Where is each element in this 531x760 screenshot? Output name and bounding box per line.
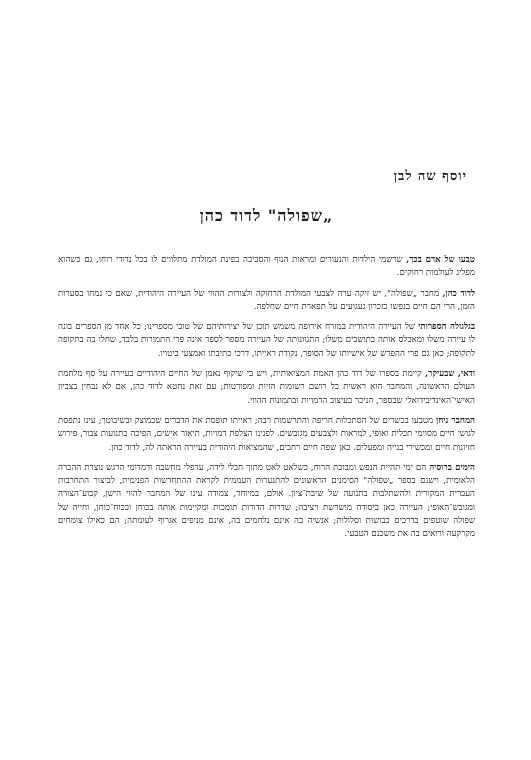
paragraph: [58, 254, 475, 281]
paragraph-lead: המחבר ניחן: [436, 415, 475, 426]
paragraph-lead: לדוד כהן,: [442, 288, 475, 299]
paragraph-lead: טבעו של אדם בכך,: [406, 255, 475, 265]
paragraph: [58, 368, 475, 408]
paragraph-text: קיימת בספרו של דוד כהן האמת המציאותית, ויש בי שיקוף נאמן של החיים היהודיים בעיירה על סף מלחמת העולם הראשונה, והמחבר הוא ראשית כל רושם רשומות הזיות ומפורטות; עם זאת נחטא לדוד כהן, אם לא נבחין בצביון האישי־האינדיבידואלי שבספר, הניכר בעיצוב הדמויות ובתמונות ההווי.: [58, 369, 475, 406]
paragraph: [58, 462, 475, 542]
paragraph-lead: ודאי, שבעיקר,: [425, 369, 475, 380]
paragraph-lead: הימים ברוסיה: [429, 462, 476, 473]
paragraph-text: מטבעו בכשרים של הסתכלות חריפה והתרשמות רבה; ראייתו תופסת את הדברים שבמוצק ובשיבוטך; עינו נתפסת לגושי חיים מסוימי תכלית ואופי, למראות ולצבעים מגובשים. לפנינו הצלפת דמויות, תיאור אישים, הפיכה בתנועות צבור, פירוש חזיונות חיים ומכשירי בנייה ומפעלים. כאן שפה חיים רחבים, שהמציאות היהודית בעיירה הראתה לה, לדוד כהן.: [58, 415, 475, 453]
paragraph: [58, 415, 475, 455]
paragraph-text: הם ימי תהיית הנפש ומבוכת הרוח, כשלאט לאט מתוך חבלי לידה, ערפלי מחשבה ודמדומי הרגש נוצרת ההכרה הלאומית, וישנם בספר „שפולה" הסימנים הראשונים להתנערות העממית לקראת ההתחדשות הפנימית, לביצור התחרבות העברית המקורית ולהשתלבות בתנועה של שיבת־ציון. אולם, במיוחד, צמודה עינו של המחבר להווי הישן, קבוע־הצורה ומגובש־האופי; העיירה כאן ביסודה מושרשת ויציבה; שדרות הדורות תומכות ומקיימות אותה בכוחן ובכוח־כוחן, וחייה של שפולה שוטפים בדרכים כבושות וסלולות; אנשיה בה אינם נלחמים בה, אינם מניפים אגרוף לעומתה; הם כאילו צומחים מקרקעה ורואים בה את משכנם הטבעי.: [58, 462, 475, 540]
paragraph: [58, 288, 475, 315]
paragraph: [58, 321, 475, 361]
article-title: „שפולה" לדוד כהן: [199, 206, 334, 225]
article-body: [58, 254, 475, 542]
author-name: יוסף שה לבן: [393, 169, 467, 184]
paragraph-text: מחבר „שפולה", יש זיקה ערה לצבעי המולדת הרחוקה ולצורות ההווי של העיירה היהודית, שאם כי נמחו בסערות הזמן, הרי הם חיים בנפשו כזכרון געגועים על תפארת חיים שחלפה.: [58, 288, 475, 312]
paragraph-lead: בגלגולה הספרותי: [418, 322, 475, 333]
paragraph-text: שרשמי הילדות והנעורים ומראות הנוף והסביבה בפינת המולדת מתלווים לו בכל נדודי רוחו, גם כשהוא מפליג לעולמות רחוקים.: [58, 255, 475, 279]
paragraph-text: של העיירה היהודית במזרח אירופה משמש תוכן של יצירותיהם של טובי מספרינו; כל אחד מן הספרים בונה לו עיירה משלו ומאכלס אותה בתושבים משלו; התגוונותה של העיירה מספר לספר אינה פרי התמורות בלבד, שחלו בה בתקופה לתקופה; כאן גם פרי ההפרש של אישיותו של הסופר, נקודת ראייתו, דרכי כתיבתו ואמצעי ביטויו.: [58, 322, 475, 359]
